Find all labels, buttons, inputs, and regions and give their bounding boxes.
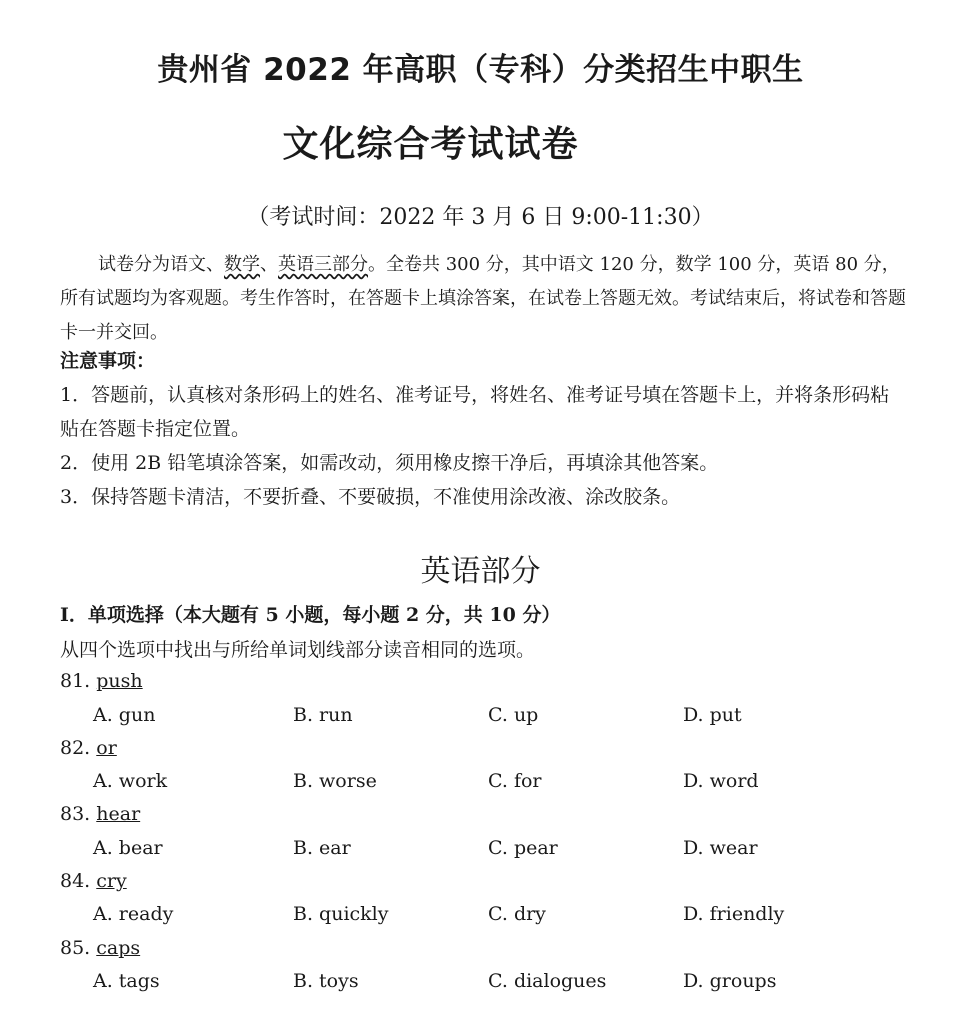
option-b: B. quickly [293, 903, 389, 925]
intro-text-c: 、 [260, 254, 278, 275]
notice-list [60, 378, 908, 514]
question-81 [60, 670, 143, 692]
option-b: B. run [293, 704, 353, 726]
question-number: 81. [60, 670, 91, 692]
intro-paragraph [60, 248, 908, 350]
question-number: 82. [60, 737, 91, 759]
option-d: D. word [683, 770, 759, 792]
title-line-2: 文化综合考试试卷 [282, 124, 579, 165]
option-a: A. bear [93, 837, 163, 859]
option-a: A. work [93, 770, 168, 792]
option-c: C. dry [488, 903, 546, 925]
question-84 [60, 870, 127, 892]
question-word: or [96, 737, 117, 759]
option-a: A. ready [93, 903, 174, 925]
option-c: C. pear [488, 837, 558, 859]
question-word: hear [96, 803, 141, 825]
option-a: A. gun [93, 704, 156, 726]
notice-heading: 注意事项： [60, 350, 156, 372]
title-line-1: 贵州省 2022 年高职（专科）分类招生中职生 [157, 52, 804, 88]
intro-text-e: 。全卷共 300 分，其中语文 120 分，数学 100 分，英语 80 分，所有试题均为客观题。考生作答时，在答题卡上填涂答案，在试卷上答题无效。考试结束后，将试卷和答题卡一并交回。 [60, 254, 906, 343]
question-number: 85. [60, 937, 91, 959]
question-82 [60, 737, 117, 759]
notice-item-1: 1．答题前，认真核对条形码上的姓名、准考证号，将姓名、准考证号填在答题卡上，并将条形码粘贴在答题卡指定位置。 [60, 384, 890, 440]
option-b: B. toys [293, 970, 359, 992]
intro-text-a: 试卷分为语文、 [98, 254, 224, 275]
part-heading: Ⅰ．单项选择（本大题有 5 小题，每小题 2 分，共 10 分） [60, 604, 561, 626]
question-word: push [96, 670, 143, 692]
intro-text-d: 英语三部分 [278, 254, 368, 275]
question-85 [60, 937, 140, 959]
section-title: 英语部分 [420, 554, 541, 589]
question-number: 84. [60, 870, 91, 892]
question-word: cry [96, 870, 127, 892]
option-b: B. ear [293, 837, 351, 859]
part-instruction: 从四个选项中找出与所给单词划线部分读音相同的选项。 [60, 639, 536, 661]
option-d: D. wear [683, 837, 758, 859]
notice-item-3: 3．保持答题卡清洁，不要折叠、不要破损，不准使用涂改液、涂改胶条。 [60, 486, 681, 508]
intro-text-b: 数学 [224, 254, 260, 275]
option-d: D. groups [683, 970, 777, 992]
question-word: caps [96, 937, 141, 959]
option-d: D. friendly [683, 903, 785, 925]
notice-item-2: 2．使用 2B 铅笔填涂答案，如需改动，须用橡皮擦干净后，再填涂其他答案。 [60, 452, 719, 474]
option-d: D. put [683, 704, 742, 726]
question-number: 83. [60, 803, 91, 825]
exam-time: （考试时间：2022 年 3 月 6 日 9:00-11:30） [247, 205, 714, 230]
question-83 [60, 803, 140, 825]
option-b: B. worse [293, 770, 377, 792]
option-c: C. for [488, 770, 542, 792]
option-a: A. tags [93, 970, 160, 992]
option-c: C. dialogues [488, 970, 607, 992]
option-c: C. up [488, 704, 539, 726]
